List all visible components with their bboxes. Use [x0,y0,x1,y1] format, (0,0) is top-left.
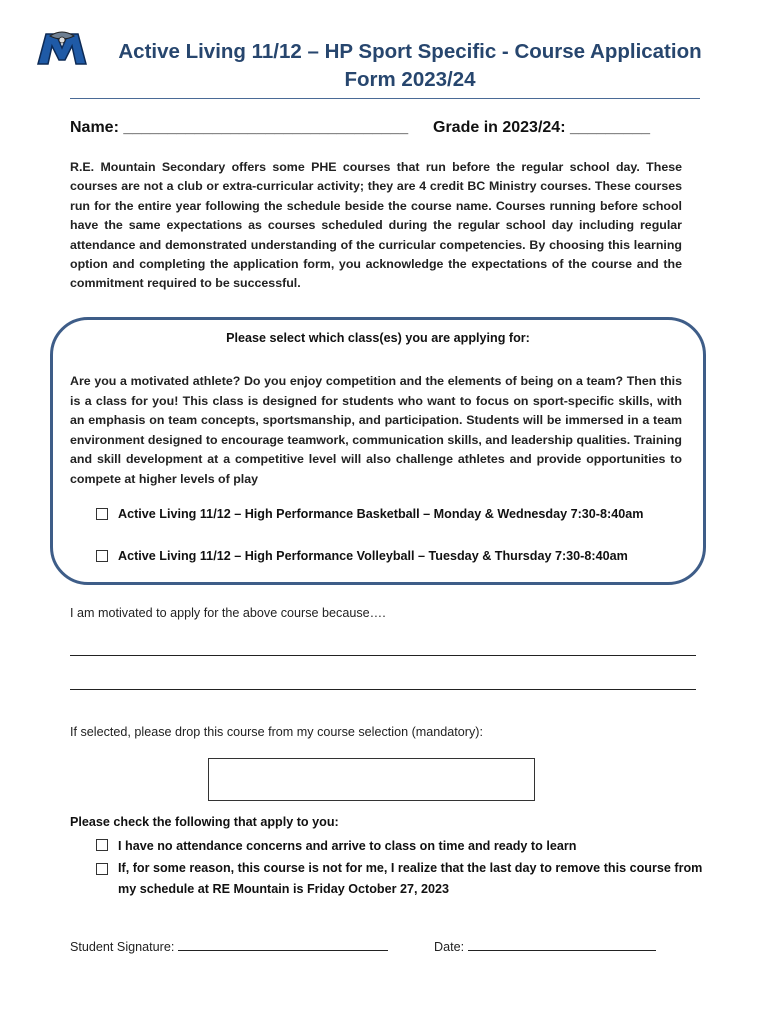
option-volleyball[interactable] [96,549,628,563]
motivation-prompt: I am motivated to apply for the above course because…. [70,606,386,620]
checklist-item-attendance[interactable] [96,836,706,857]
attendance-checkbox[interactable] [96,839,108,851]
title-line-2: Form 2023/24 [344,68,476,91]
checklist-item-drop-deadline-label: If, for some reason, this course is not for me, I realize that the last day to remove this course from my schedule at RE Mountain is Friday October 27, 2023 [118,861,703,896]
drop-course-prompt: If selected, please drop this course from my course selection (mandatory): [70,725,483,739]
motivation-line-1[interactable] [70,655,696,656]
name-field[interactable]: Name: ________________________________ [70,119,409,136]
basketball-checkbox[interactable] [96,508,108,520]
student-signature-label: Student Signature: [70,940,175,954]
option-basketball[interactable] [96,507,643,521]
date-field[interactable] [434,938,656,954]
checklist-heading: Please check the following that apply to you: [70,815,339,829]
selection-description: Are you a motivated athlete? Do you enjoy competition and the elements of being on a team? Then this is a class for you! This class is designed for students who want to focus on sport-specific skills, with an emphasis on team concepts, sportsmanship, and participation. Students will be immersed in a team environment designed to encourage teamwork, communication skills, and leadership qualities. Training and skill development at a competitive level will also challenge athletes and provide opportunities to compete at higher levels of play [70,374,682,486]
volleyball-checkbox[interactable] [96,550,108,562]
title-divider [70,98,700,99]
student-signature-field[interactable] [70,938,388,954]
intro-paragraph: R.E. Mountain Secondary offers some PHE courses that run before the regular school day. These courses are not a club or extra-curricular activity; they are 4 credit BC Ministry courses. These courses run for the entire year following the schedule beside the course name. Courses running before school have the same expectations as courses scheduled during the regular school day including regular attendance and demonstrated understanding of the curricular competencies. By choosing this learning option and completing the application form, you acknowledge the expectations of the course and the commitment required to be successful. [70,160,682,291]
grade-field[interactable]: Grade in 2023/24: _________ [433,119,651,136]
title-line-1: Active Living 11/12 – HP Sport Specific - Course Application [118,40,702,63]
form-title [90,38,730,94]
school-logo [36,30,88,66]
option-volleyball-label: Active Living 11/12 – High Performance Volleyball – Tuesday & Thursday 7:30-8:40am [118,549,628,563]
selection-heading: Please select which class(es) you are applying for: [226,331,530,345]
date-label: Date: [434,940,465,954]
checklist-item-attendance-label: I have no attendance concerns and arrive to class on time and ready to learn [118,839,577,853]
drop-course-input[interactable] [208,758,535,801]
option-basketball-label: Active Living 11/12 – High Performance Basketball – Monday & Wednesday 7:30-8:40am [118,507,644,521]
checklist-item-drop-deadline[interactable] [96,858,706,900]
date-line[interactable] [468,938,656,951]
motivation-line-2[interactable] [70,689,696,690]
drop-deadline-checkbox[interactable] [96,863,108,875]
student-signature-line[interactable] [178,938,388,951]
